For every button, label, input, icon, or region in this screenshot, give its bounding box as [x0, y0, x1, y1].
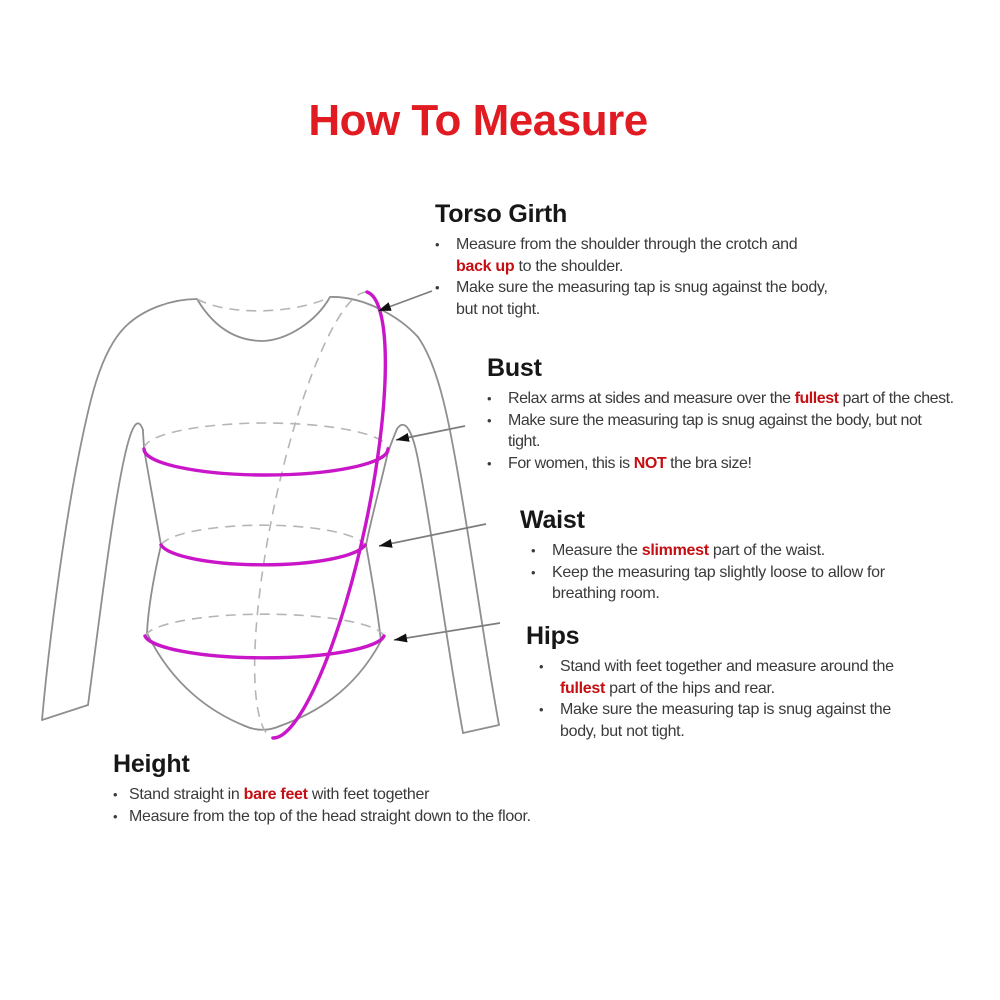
bullet-line [560, 678, 894, 700]
bullet-line [560, 656, 894, 678]
highlighted-text: slimmest [641, 542, 709, 559]
bullet-marker: • [531, 564, 536, 580]
bullet-marker: • [539, 702, 544, 717]
bullet-text [508, 388, 954, 410]
bullet-marker: • [531, 543, 536, 558]
bullet-item [539, 656, 894, 699]
bullet-line [560, 699, 891, 721]
bullet-item [487, 410, 954, 453]
bullet-marker: • [487, 412, 492, 428]
bullet-text [552, 540, 825, 562]
bullet-line [552, 583, 885, 605]
hips-line-dashed [145, 614, 384, 636]
plain-text: breathing room. [552, 585, 660, 602]
bullet-marker: • [487, 391, 492, 406]
bullet-item [435, 234, 828, 277]
bullet-list-torso-girth [435, 234, 828, 320]
bullet-item [113, 806, 531, 828]
bullet-line [129, 784, 429, 806]
plain-text: part of the chest. [838, 390, 954, 407]
plain-text: For women, this is [508, 454, 634, 472]
hidden-dashed-lines [144, 292, 388, 738]
bullet-list-hips [539, 656, 894, 742]
arrow-bust [396, 426, 465, 440]
bullet-marker: • [113, 808, 118, 824]
section-heading-bust: Bust [487, 354, 542, 382]
bullet-item [531, 562, 885, 605]
plain-text: Make sure the measuring tap is snug against the body, [456, 279, 828, 296]
bullet-line [456, 277, 828, 299]
bullet-text [508, 453, 751, 475]
plain-text: Make sure the measuring tap is snug against the body, but not [508, 411, 922, 429]
bullet-item [531, 540, 885, 562]
bullet-item [487, 388, 954, 410]
bullet-line [456, 234, 797, 256]
plain-text: Relax arms at sides and measure over the [508, 390, 795, 407]
plain-text: Stand with feet together and measure around the [560, 658, 894, 675]
plain-text: Stand straight in [129, 786, 244, 803]
plain-text: Measure from the top of the head straight down to the floor. [129, 807, 531, 825]
section-heading-waist: Waist [520, 506, 585, 534]
hips-line [145, 636, 384, 658]
section-waist [520, 505, 885, 605]
bullet-text [456, 234, 797, 277]
bullet-line [129, 806, 531, 828]
bullet-item [539, 699, 894, 742]
bullet-line [560, 721, 891, 743]
section-heading-height: Height [113, 750, 190, 778]
bullet-line [552, 540, 825, 562]
bullet-marker: • [435, 280, 440, 295]
bullet-line [508, 431, 921, 453]
bullet-text [129, 784, 429, 806]
bullet-marker: • [435, 237, 440, 252]
plain-text: tight. [508, 433, 540, 450]
highlighted-text: NOT [633, 454, 667, 472]
bullet-marker: • [539, 659, 544, 674]
bullet-text [560, 656, 894, 699]
section-height [113, 749, 531, 827]
waist-line-dashed [161, 525, 365, 545]
bullet-list-height [113, 784, 531, 827]
bust-line [144, 449, 388, 475]
plain-text: body, but not tight. [560, 722, 685, 740]
plain-text: the bra size! [666, 454, 752, 472]
section-bust [487, 353, 954, 474]
section-heading-hips: Hips [526, 622, 580, 650]
bullet-line [552, 562, 885, 584]
bullet-text [129, 806, 531, 828]
highlighted-text: fullest [794, 390, 839, 407]
bullet-text [456, 277, 828, 320]
bullet-line [508, 410, 921, 432]
bullet-marker: • [487, 455, 492, 471]
garment-outline [42, 297, 499, 733]
section-torso-girth [435, 199, 828, 320]
torso-girth-loop [273, 292, 385, 738]
section-heading-torso-girth: Torso Girth [435, 200, 568, 228]
bullet-text [552, 562, 885, 605]
bullet-text [508, 410, 921, 453]
arrow-torso-girth [378, 291, 432, 311]
plain-text: part of the hips and rear. [605, 679, 775, 697]
bullet-line [456, 256, 797, 278]
bullet-list-waist [531, 540, 885, 605]
torso-girth-loop-back-dashed [255, 292, 367, 738]
plain-text: with feet together [307, 786, 430, 803]
bullet-line [456, 299, 828, 321]
bullet-item [435, 277, 828, 320]
plain-text: Keep the measuring tap slightly loose to allow for [552, 563, 885, 581]
bullet-line [508, 388, 954, 410]
plain-text: Make sure the measuring tap is snug against the [560, 701, 891, 718]
highlighted-text: back up [456, 257, 515, 275]
waist-line [161, 545, 365, 565]
page-title: How To Measure [308, 96, 648, 145]
bullet-marker: • [113, 787, 118, 802]
bullet-list-bust [487, 388, 954, 474]
bullet-item [487, 453, 954, 475]
neckline-front [197, 297, 330, 341]
plain-text: Measure from the shoulder through the crotch and [456, 236, 798, 253]
bullet-line [508, 453, 751, 475]
plain-text: Measure the [552, 542, 642, 559]
bullet-item [113, 784, 531, 806]
highlighted-text: bare feet [243, 786, 308, 803]
neckline-back-dashed [197, 297, 330, 311]
bullet-text [560, 699, 891, 742]
plain-text: to the shoulder. [514, 257, 624, 275]
bust-line-dashed [144, 423, 388, 449]
section-hips [526, 621, 894, 742]
highlighted-text: fullest [560, 679, 606, 697]
plain-text: part of the waist. [708, 542, 825, 559]
plain-text: but not tight. [456, 300, 540, 318]
measure-lines [144, 292, 388, 738]
